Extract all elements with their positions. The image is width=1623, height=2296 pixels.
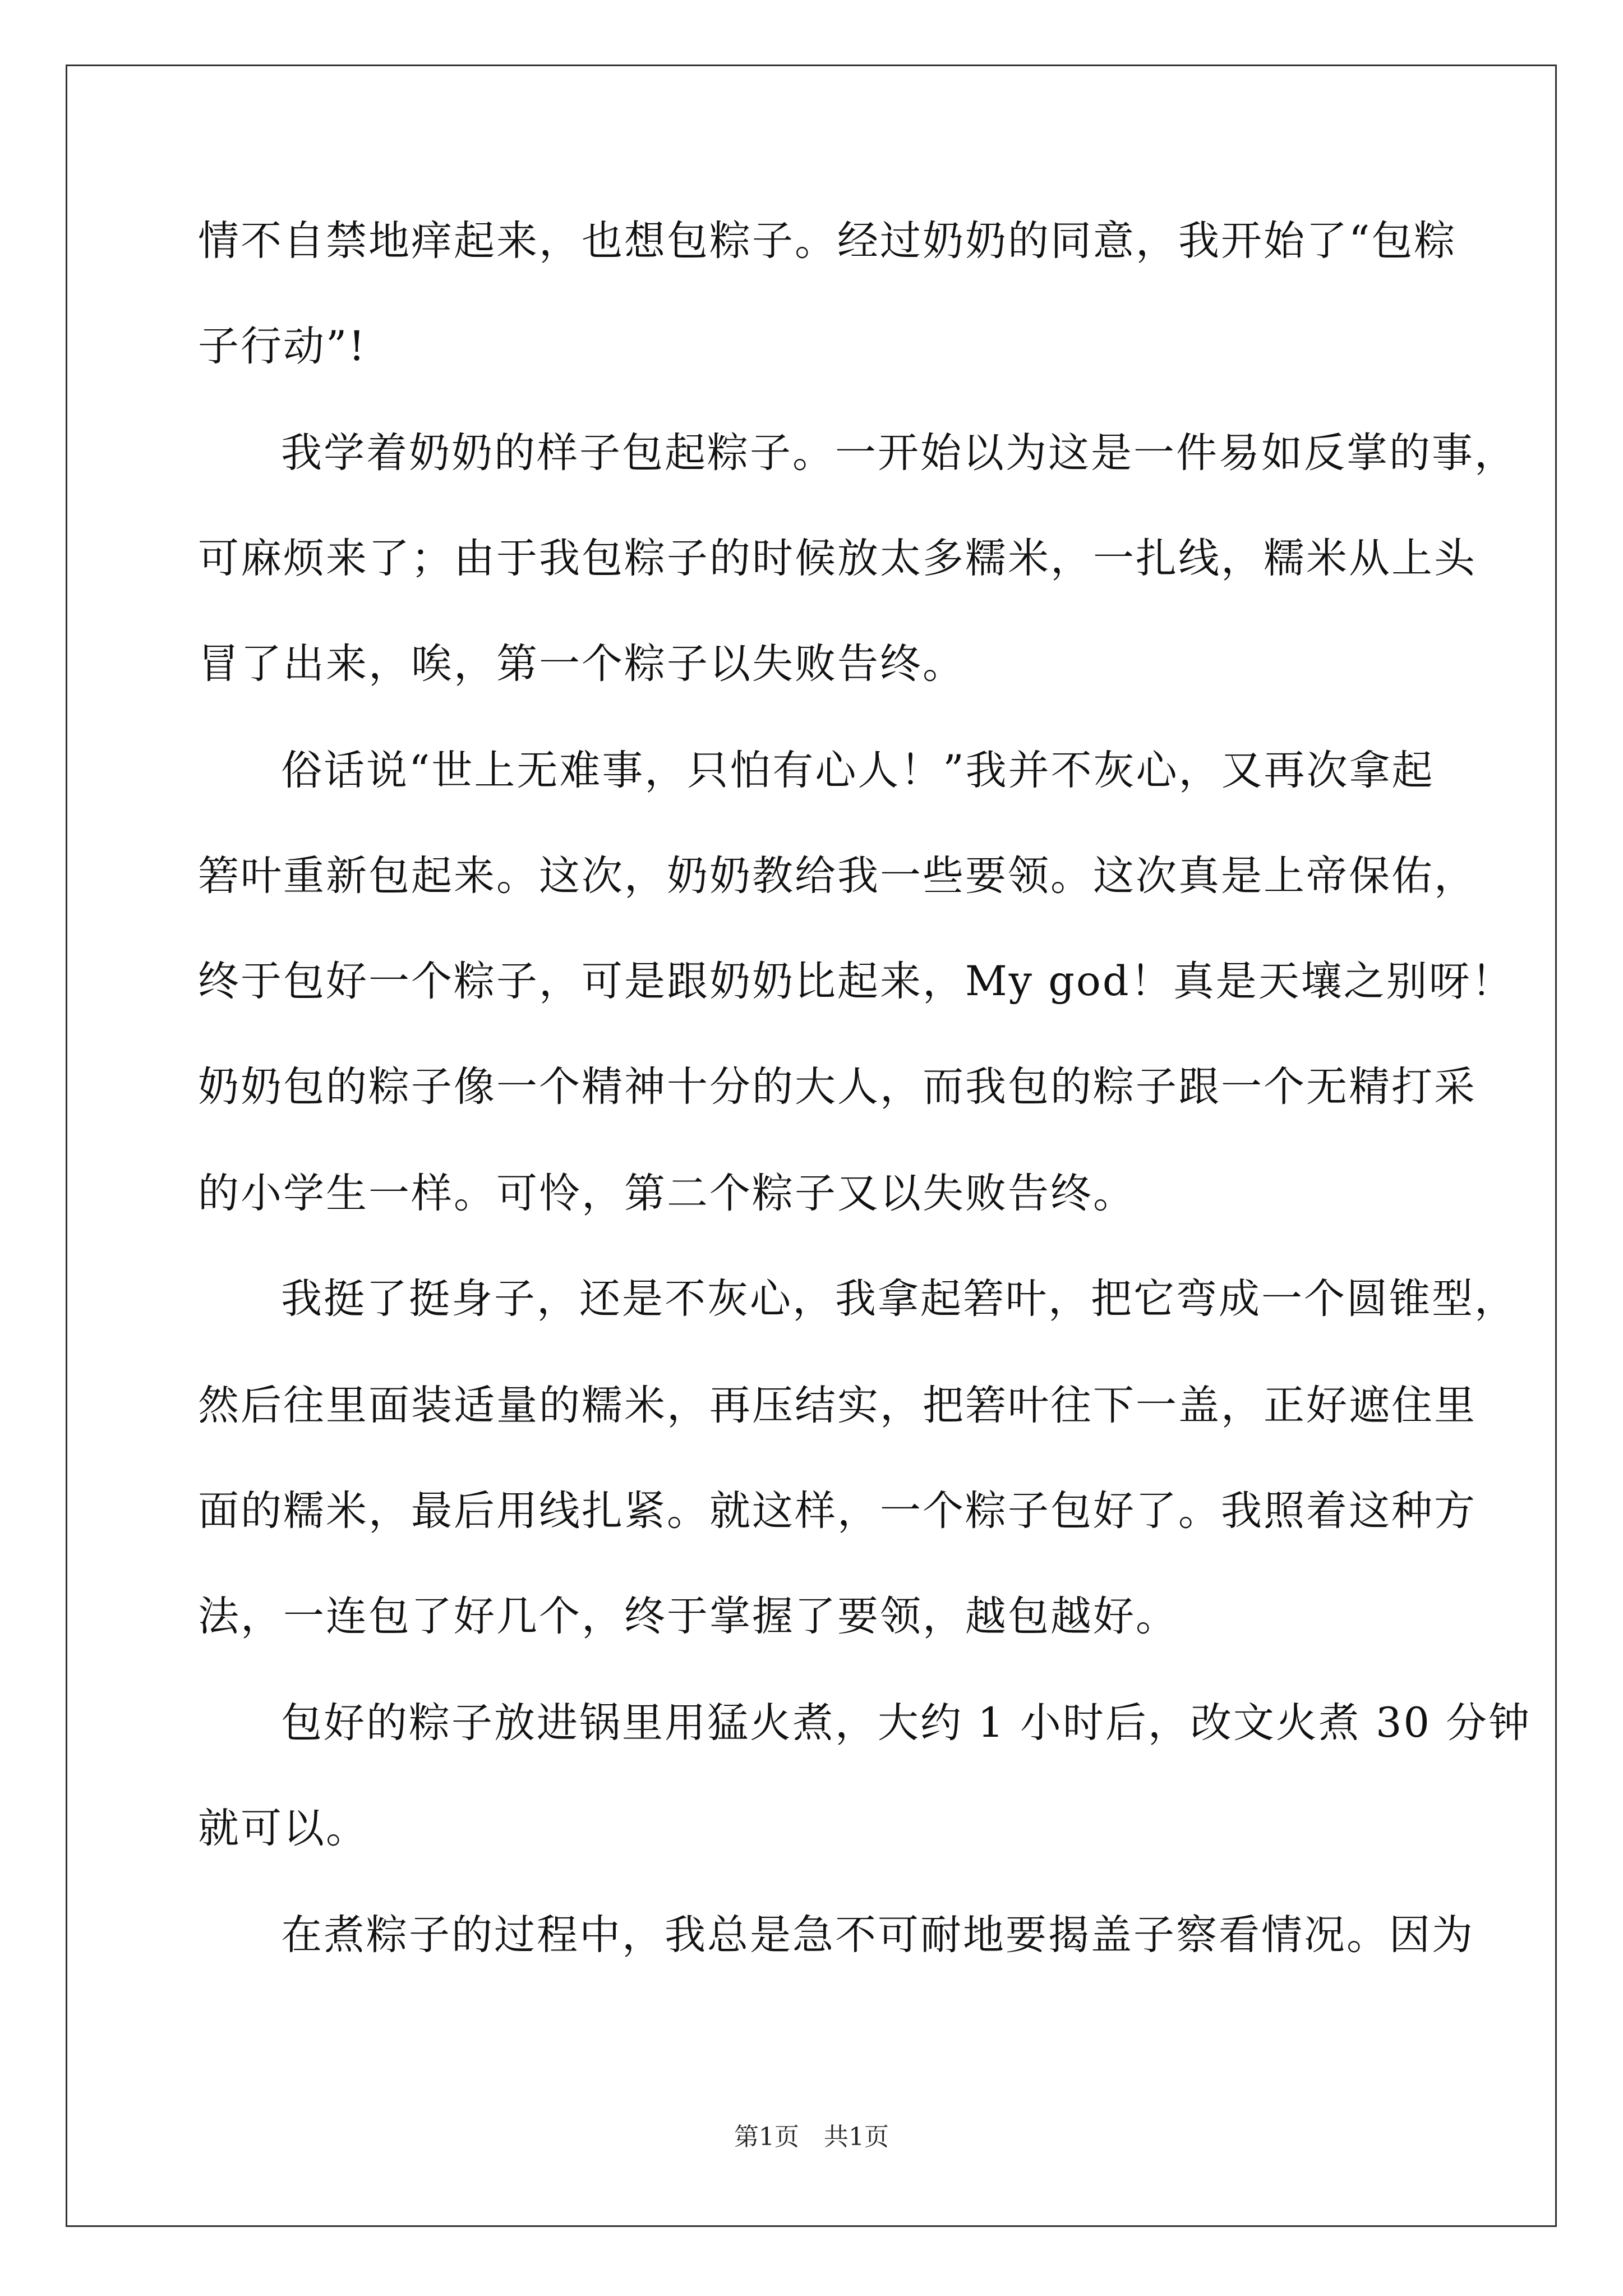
- text-line: 然后往里面装适量的糯米，再压结实，把箬叶往下一盖，正好遮住里: [198, 1382, 1477, 1429]
- text-line: 俗话说“世上无难事，只怕有心人！”我并不灰心，又再次拿起: [281, 747, 1435, 794]
- text-line: 子行动”!: [198, 323, 367, 370]
- page-footer: 第1页 共1页: [734, 2123, 889, 2151]
- text-line: 终于包好一个粽子，可是跟奶奶比起来，My god！真是天壤之别呀！: [198, 958, 1514, 1005]
- text-line: 在煮粽子的过程中，我总是急不可耐地要揭盖子察看情况。因为: [281, 1911, 1474, 1959]
- text-line: 法，一连包了好几个，终于掌握了要领，越包越好。: [198, 1593, 1178, 1640]
- text-line: 我挺了挺身子，还是不灰心，我拿起箬叶，把它弯成一个圆锥型，: [281, 1275, 1517, 1323]
- text-line: 冒了出来，唉，第一个粽子以失败告终。: [198, 640, 965, 688]
- text-line: 奶奶包的粽子像一个精神十分的大人，而我包的粽子跟一个无精打采: [198, 1063, 1477, 1111]
- text-line: 就可以。: [198, 1805, 368, 1852]
- text-line: 的小学生一样。可怜，第二个粽子又以失败告终。: [198, 1170, 1136, 1217]
- text-line: 情不自禁地痒起来，也想包粽子。经过奶奶的同意，我开始了“包粽: [198, 217, 1457, 265]
- page-border: [66, 65, 1557, 2227]
- text-line: 面的糯米，最后用线扎紧。就这样，一个粽子包好了。我照着这种方: [198, 1487, 1477, 1535]
- text-line: 箬叶重新包起来。这次，奶奶教给我一些要领。这次真是上帝保佑，: [198, 852, 1477, 900]
- text-line: 可麻烦来了；由于我包粽子的时候放太多糯米，一扎线，糯米从上头: [198, 535, 1477, 582]
- text-line: 包好的粽子放进锅里用猛火煮，大约 1 小时后，改文火煮 30 分钟: [281, 1699, 1532, 1747]
- text-line: 我学着奶奶的样子包起粽子。一开始以为这是一件易如反掌的事，: [281, 429, 1517, 477]
